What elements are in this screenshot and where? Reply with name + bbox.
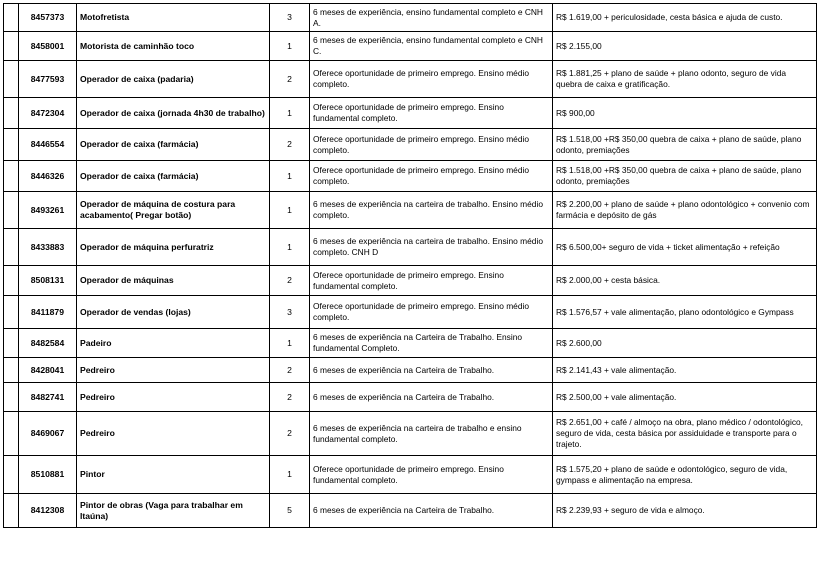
row-margin-cell [4, 266, 19, 296]
job-requirements: Oferece oportunidade de primeiro emprego. Ensino médio completo. [310, 61, 553, 98]
row-margin-cell [4, 192, 19, 229]
row-margin-cell [4, 4, 19, 32]
job-code: 8493261 [19, 192, 77, 229]
salary-benefits: R$ 2.000,00 + cesta básica. [553, 266, 817, 296]
job-title: Pintor [77, 456, 270, 494]
vacancy-count: 2 [270, 266, 310, 296]
job-requirements: 6 meses de experiência, ensino fundamental completo e CNH C. [310, 32, 553, 61]
salary-benefits: R$ 1.576,57 + vale alimentação, plano odontológico e Gympass [553, 296, 817, 329]
job-code: 8412308 [19, 494, 77, 528]
salary-benefits: R$ 1.881,25 + plano de saúde + plano odonto, seguro de vida quebra de caixa e gratificação. [553, 61, 817, 98]
salary-benefits: R$ 2.239,93 + seguro de vida e almoço. [553, 494, 817, 528]
job-title: Operador de caixa (farmácia) [77, 129, 270, 161]
table-row [4, 4, 817, 32]
row-margin-cell [4, 161, 19, 192]
vacancy-count: 1 [270, 32, 310, 61]
job-title: Pedreiro [77, 383, 270, 412]
job-requirements: 6 meses de experiência na Carteira de Trabalho. [310, 383, 553, 412]
job-code: 8433883 [19, 229, 77, 266]
row-margin-cell [4, 358, 19, 383]
job-listings-table [3, 3, 817, 528]
row-margin-cell [4, 229, 19, 266]
salary-benefits: R$ 2.200,00 + plano de saúde + plano odontológico + convenio com farmácia e depósito de gás [553, 192, 817, 229]
job-code: 8469067 [19, 412, 77, 456]
job-requirements: 6 meses de experiência na Carteira de Trabalho. [310, 494, 553, 528]
job-requirements: Oferece oportunidade de primeiro emprego. Ensino fundamental completo. [310, 266, 553, 296]
table-row [4, 456, 817, 494]
job-code: 8446326 [19, 161, 77, 192]
job-code: 8458001 [19, 32, 77, 61]
job-requirements: Oferece oportunidade de primeiro emprego. Ensino médio completo. [310, 296, 553, 329]
vacancy-count: 1 [270, 329, 310, 358]
job-requirements: 6 meses de experiência, ensino fundamental completo e CNH A. [310, 4, 553, 32]
table-row [4, 161, 817, 192]
table-row [4, 494, 817, 528]
job-title: Operador de caixa (jornada 4h30 de trabalho) [77, 98, 270, 129]
table-row [4, 383, 817, 412]
table-row [4, 358, 817, 383]
job-requirements: Oferece oportunidade de primeiro emprego. Ensino fundamental completo. [310, 456, 553, 494]
job-code: 8482741 [19, 383, 77, 412]
job-title: Pintor de obras (Vaga para trabalhar em Itaúna) [77, 494, 270, 528]
job-code: 8482584 [19, 329, 77, 358]
job-code: 8472304 [19, 98, 77, 129]
salary-benefits: R$ 2.600,00 [553, 329, 817, 358]
job-code: 8411879 [19, 296, 77, 329]
job-code: 8510881 [19, 456, 77, 494]
job-requirements: Oferece oportunidade de primeiro emprego. Ensino médio completo. [310, 129, 553, 161]
row-margin-cell [4, 61, 19, 98]
vacancy-count: 2 [270, 412, 310, 456]
vacancy-count: 1 [270, 98, 310, 129]
row-margin-cell [4, 329, 19, 358]
job-title: Operador de máquina de costura para acabamento( Pregar botão) [77, 192, 270, 229]
job-title: Pedreiro [77, 358, 270, 383]
salary-benefits: R$ 1.575,20 + plano de saúde e odontológico, seguro de vida, gympass e alimentação na empresa. [553, 456, 817, 494]
job-title: Operador de máquinas [77, 266, 270, 296]
table-row [4, 412, 817, 456]
job-title: Padeiro [77, 329, 270, 358]
table-row [4, 296, 817, 329]
table-row [4, 32, 817, 61]
job-requirements: Oferece oportunidade de primeiro emprego. Ensino médio completo. [310, 161, 553, 192]
job-requirements: 6 meses de experiência na carteira de trabalho. Ensino médio completo. CNH D [310, 229, 553, 266]
salary-benefits: R$ 6.500,00+ seguro de vida + ticket alimentação + refeição [553, 229, 817, 266]
row-margin-cell [4, 129, 19, 161]
vacancy-count: 1 [270, 192, 310, 229]
job-title: Operador de caixa (farmácia) [77, 161, 270, 192]
row-margin-cell [4, 98, 19, 129]
job-requirements: 6 meses de experiência na carteira de trabalho. Ensino médio completo. [310, 192, 553, 229]
vacancy-count: 1 [270, 456, 310, 494]
vacancy-count: 2 [270, 61, 310, 98]
vacancy-count: 2 [270, 383, 310, 412]
table-row [4, 61, 817, 98]
row-margin-cell [4, 32, 19, 61]
row-margin-cell [4, 296, 19, 329]
vacancy-count: 2 [270, 129, 310, 161]
job-requirements: 6 meses de experiência na Carteira de Trabalho. Ensino fundamental Completo. [310, 329, 553, 358]
salary-benefits: R$ 2.141,43 + vale alimentação. [553, 358, 817, 383]
salary-benefits: R$ 2.155,00 [553, 32, 817, 61]
table-row [4, 266, 817, 296]
salary-benefits: R$ 1.619,00 + periculosidade, cesta básica e ajuda de custo. [553, 4, 817, 32]
job-code: 8428041 [19, 358, 77, 383]
table-row [4, 192, 817, 229]
salary-benefits: R$ 2.651,00 + café / almoço na obra, plano médico / odontológico, seguro de vida, cesta básica por assiduidade e transporte para o trajeto. [553, 412, 817, 456]
row-margin-cell [4, 383, 19, 412]
job-title: Pedreiro [77, 412, 270, 456]
table-row [4, 129, 817, 161]
job-code: 8446554 [19, 129, 77, 161]
vacancy-count: 3 [270, 296, 310, 329]
vacancy-count: 3 [270, 4, 310, 32]
vacancy-count: 1 [270, 229, 310, 266]
vacancy-count: 1 [270, 161, 310, 192]
job-title: Motorista de caminhão toco [77, 32, 270, 61]
salary-benefits: R$ 2.500,00 + vale alimentação. [553, 383, 817, 412]
salary-benefits: R$ 900,00 [553, 98, 817, 129]
vacancy-count: 5 [270, 494, 310, 528]
row-margin-cell [4, 456, 19, 494]
table-row [4, 229, 817, 266]
job-title: Operador de vendas (lojas) [77, 296, 270, 329]
row-margin-cell [4, 494, 19, 528]
table-row [4, 98, 817, 129]
job-code: 8457373 [19, 4, 77, 32]
salary-benefits: R$ 1.518,00 +R$ 350,00 quebra de caixa + plano de saúde, plano odonto, premiações [553, 129, 817, 161]
salary-benefits: R$ 1.518,00 +R$ 350,00 quebra de caixa + plano de saúde, plano odonto, premiações [553, 161, 817, 192]
job-title: Motofretista [77, 4, 270, 32]
job-requirements: Oferece oportunidade de primeiro emprego. Ensino fundamental completo. [310, 98, 553, 129]
vacancy-count: 2 [270, 358, 310, 383]
job-requirements: 6 meses de experiência na carteira de trabalho e ensino fundamental completo. [310, 412, 553, 456]
job-requirements: 6 meses de experiência na Carteira de Trabalho. [310, 358, 553, 383]
job-code: 8508131 [19, 266, 77, 296]
job-title: Operador de máquina perfuratriz [77, 229, 270, 266]
row-margin-cell [4, 412, 19, 456]
job-title: Operador de caixa (padaria) [77, 61, 270, 98]
table-row [4, 329, 817, 358]
job-code: 8477593 [19, 61, 77, 98]
